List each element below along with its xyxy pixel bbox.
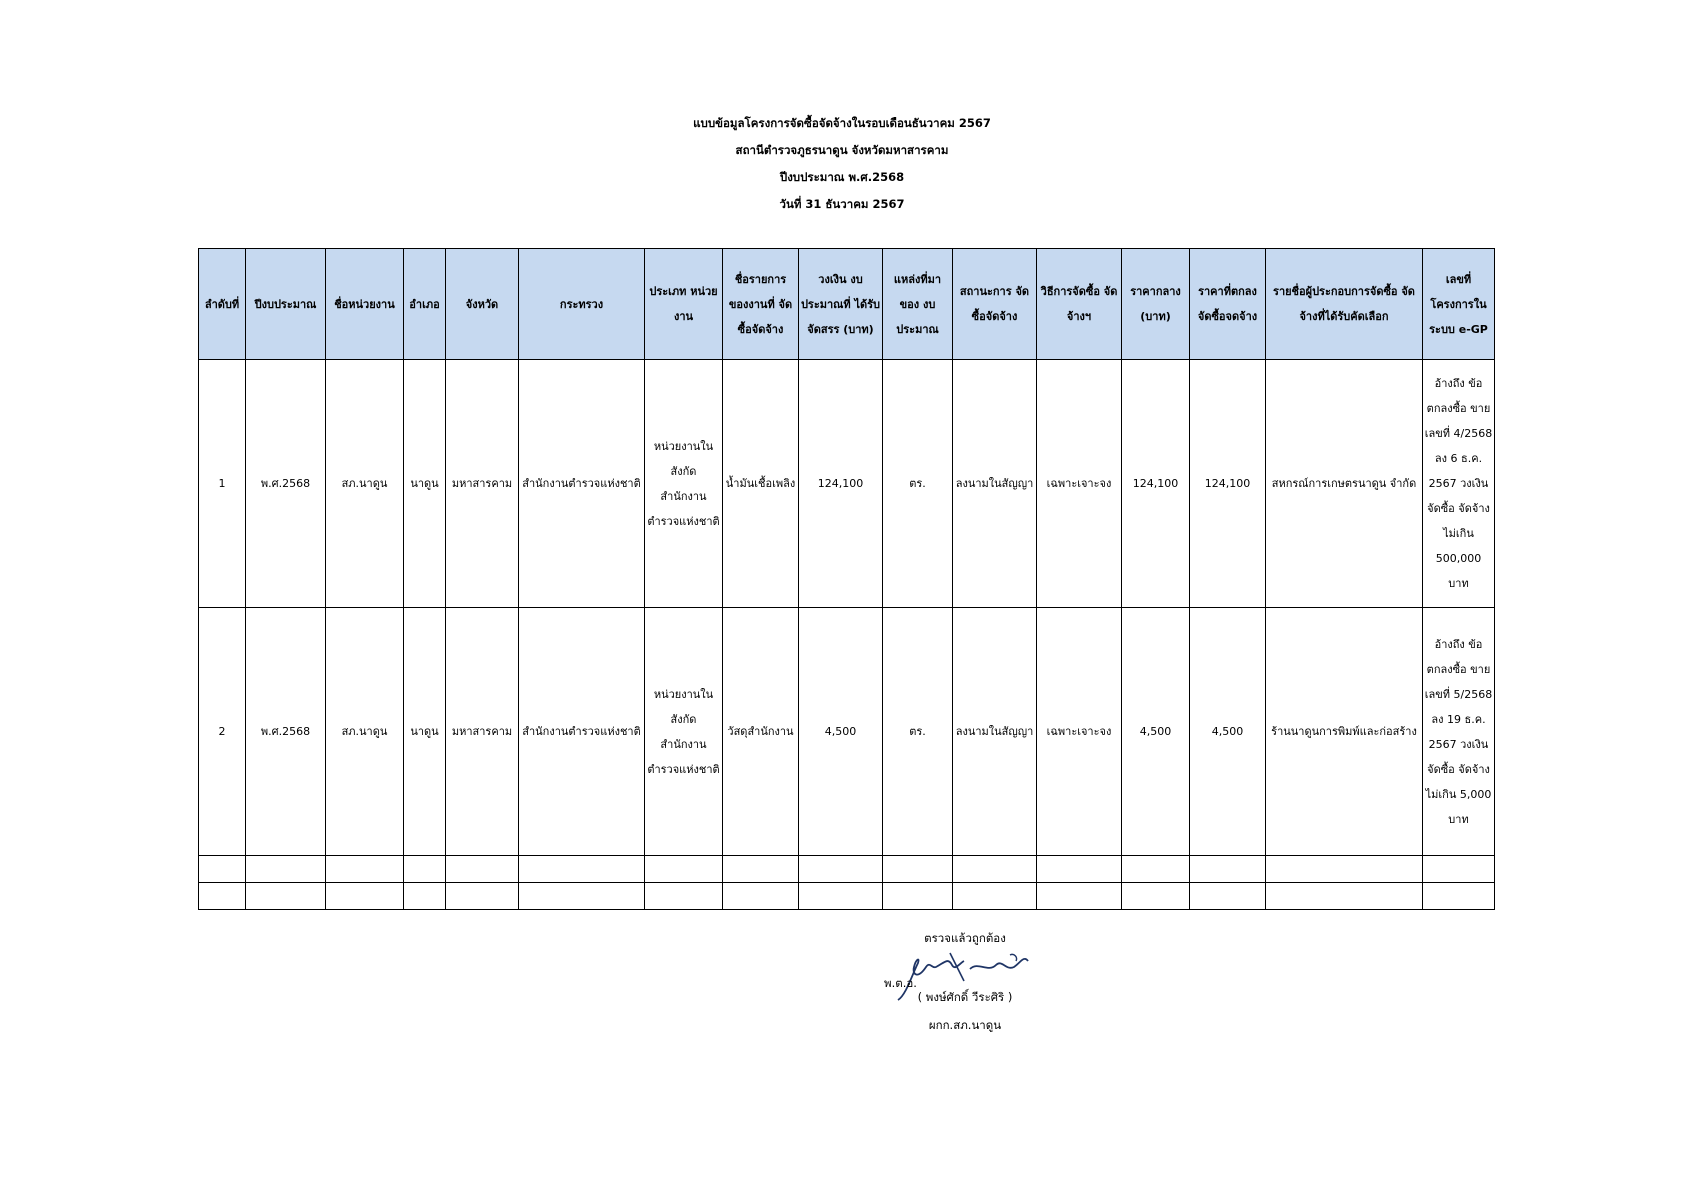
title-line-2: สถานีตำรวจภูธรนาดูน จังหวัดมหาสารคาม: [735, 143, 949, 157]
procurement-table: [198, 248, 1495, 910]
cell-agreed-price: 124,100: [1190, 360, 1266, 608]
cell-item: น้ำมันเชื้อเพลิง: [723, 360, 799, 608]
cell-no: 1: [199, 360, 246, 608]
col-header: จังหวัด: [446, 249, 519, 360]
cell-agreed-price: 4,500: [1190, 608, 1266, 856]
col-header: รายชื่อผู้ประกอบการจัดซื้อ จัดจ้างที่ได้รับคัดเลือก: [1266, 249, 1423, 360]
table-row: [199, 608, 1495, 856]
cell-budget: 4,500: [799, 608, 883, 856]
table-row: [199, 360, 1495, 608]
col-header: ปีงบประมาณ: [246, 249, 326, 360]
cell-province: มหาสารคาม: [446, 608, 519, 856]
cell-status: ลงนามในสัญญา: [953, 360, 1037, 608]
col-header: ชื่อรายการ ของงานที่ จัดซื้อจัดจ้าง: [723, 249, 799, 360]
cell-method: เฉพาะเจาะจง: [1037, 360, 1122, 608]
col-header: ลำดับที่: [199, 249, 246, 360]
cell-year: พ.ศ.2568: [246, 608, 326, 856]
empty-row: [199, 856, 1495, 883]
col-header: วิธีการจัดซื้อ จัดจ้างฯ: [1037, 249, 1122, 360]
title-line-4: วันที่ 31 ธันวาคม 2567: [779, 197, 905, 211]
col-header: อำเภอ: [404, 249, 446, 360]
col-header: สถานะการ จัดซื้อจัดจ้าง: [953, 249, 1037, 360]
cell-median-price: 124,100: [1122, 360, 1190, 608]
cell-district: นาดูน: [404, 360, 446, 608]
cell-item: วัสดุสำนักงาน: [723, 608, 799, 856]
verified-text: ตรวจแล้วถูกต้อง: [924, 931, 1006, 945]
col-header: ราคากลาง (บาท): [1122, 249, 1190, 360]
cell-source: ตร.: [883, 360, 953, 608]
cell-method: เฉพาะเจาะจง: [1037, 608, 1122, 856]
signer-name: ( พงษ์ศักดิ์ วีระศิริ ): [917, 990, 1013, 1004]
cell-status: ลงนามในสัญญา: [953, 608, 1037, 856]
empty-row: [199, 883, 1495, 910]
cell-year: พ.ศ.2568: [246, 360, 326, 608]
col-header: วงเงิน งบประมาณที่ ได้รับจัดสรร (บาท): [799, 249, 883, 360]
col-header: เลขที่ โครงการใน ระบบ e-GP: [1423, 249, 1495, 360]
cell-unit: สภ.นาดูน: [326, 608, 404, 856]
cell-egp: อ้างถึง ข้อตกลงซื้อ ขาย เลขที่ 5/2568 ลง 19 ธ.ค. 2567 วงเงินจัดซื้อ จัดจ้างไม่เกิน 5,000 บาท: [1423, 608, 1495, 856]
col-header: ราคาที่ตกลง จัดซื้อจดจ้าง: [1190, 249, 1266, 360]
signer-position: ผกก.สภ.นาดูน: [928, 1018, 1002, 1032]
signature-block: [860, 925, 1070, 1032]
cell-unit-type: หน่วยงานใน สังกัด สำนักงาน ตำรวจแห่งชาติ: [645, 608, 723, 856]
table-header-row: [199, 249, 1495, 360]
col-header: ประเภท หน่วยงาน: [645, 249, 723, 360]
cell-district: นาดูน: [404, 608, 446, 856]
cell-vendor: สหกรณ์การเกษตรนาดูน จำกัด: [1266, 360, 1423, 608]
cell-ministry: สำนักงานตำรวจแห่งชาติ: [519, 360, 645, 608]
col-header: แหล่งที่มา ของ งบประมาณ: [883, 249, 953, 360]
signer-rank: พ.ต.อ.: [884, 976, 917, 990]
cell-budget: 124,100: [799, 360, 883, 608]
cell-unit-type: หน่วยงานใน สังกัด สำนักงาน ตำรวจแห่งชาติ: [645, 360, 723, 608]
cell-egp: อ้างถึง ข้อตกลงซื้อ ขาย เลขที่ 4/2568 ลง 6 ธ.ค. 2567 วงเงินจัดซื้อ จัดจ้างไม่เกิน 500,000 บาท: [1423, 360, 1495, 608]
title-line-3: ปีงบประมาณ พ.ศ.2568: [779, 170, 905, 184]
cell-vendor: ร้านนาดูนการพิมพ์และก่อสร้าง: [1266, 608, 1423, 856]
cell-no: 2: [199, 608, 246, 856]
cell-province: มหาสารคาม: [446, 360, 519, 608]
cell-source: ตร.: [883, 608, 953, 856]
title-line-1: แบบข้อมูลโครงการจัดซื้อจัดจ้างในรอบเดือนธันวาคม 2567: [693, 116, 991, 130]
col-header: กระทรวง: [519, 249, 645, 360]
document-header: [0, 110, 1684, 218]
col-header: ชื่อหน่วยงาน: [326, 249, 404, 360]
cell-median-price: 4,500: [1122, 608, 1190, 856]
cell-unit: สภ.นาดูน: [326, 360, 404, 608]
cell-ministry: สำนักงานตำรวจแห่งชาติ: [519, 608, 645, 856]
